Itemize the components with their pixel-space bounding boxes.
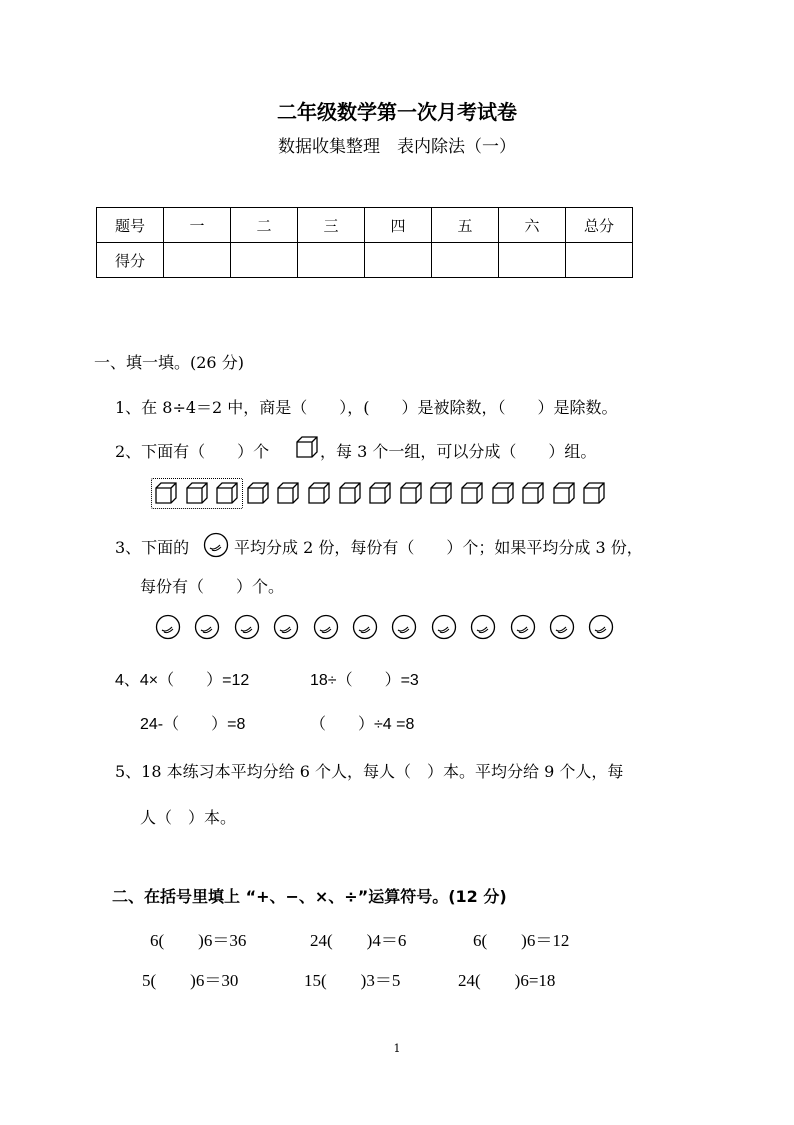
cube-icon <box>522 482 544 504</box>
cube-icon <box>296 436 318 458</box>
question-2-part-a: 2、下面有（ ）个 <box>115 442 270 461</box>
cube-icon <box>339 482 361 504</box>
operator-item: 24( )6=18 <box>458 971 556 990</box>
score-cell[interactable] <box>231 243 298 278</box>
page-title: 二年级数学第一次月考试卷 <box>277 100 517 124</box>
question-3-part-a: 3、下面的 <box>115 538 190 557</box>
score-cell[interactable] <box>298 243 365 278</box>
ball-icon <box>510 614 536 640</box>
question-3-part-b: 平均分成 2 份，每份有（ ）个；如果平均分成 3 份， <box>234 538 643 557</box>
question-1: 1、在 8÷4＝2 中，商是（ ），( ）是被除数，（ ）是除数。 <box>115 398 618 417</box>
ball-icon <box>431 614 457 640</box>
question-5-line-1: 5、18 本练习本平均分给 6 个人，每人（ ）本。平均分给 9 个人，每 <box>115 762 624 781</box>
ball-icon <box>352 614 378 640</box>
operator-item: 6( )6＝36 <box>150 931 247 950</box>
cube-icon <box>247 482 269 504</box>
score-header-cell: 三 <box>298 208 365 243</box>
score-header-cell: 一 <box>164 208 231 243</box>
question-4-item-3: 24-（ ）=8 <box>140 716 246 733</box>
operator-item: 24( )4＝6 <box>310 931 407 950</box>
section2-heading: 二、在括号里填上 “+、−、×、÷”运算符号。(12 分) <box>112 887 507 906</box>
score-cell[interactable] <box>432 243 499 278</box>
question-4-item-4: （ ）÷4 =8 <box>310 716 415 733</box>
question-2-part-b: ，每 3 个一组，可以分成（ ）组。 <box>320 442 597 461</box>
score-cell[interactable] <box>499 243 566 278</box>
score-row-label: 得分 <box>97 243 164 278</box>
cube-icon <box>369 482 391 504</box>
cube-icon <box>430 482 452 504</box>
ball-icon <box>470 614 496 640</box>
score-header-label: 题号 <box>97 208 164 243</box>
score-table-header-row <box>97 208 633 243</box>
operator-item: 5( )6＝30 <box>142 971 239 990</box>
ball-icon <box>234 614 260 640</box>
ball-icon <box>549 614 575 640</box>
score-cell[interactable] <box>164 243 231 278</box>
score-header-cell: 五 <box>432 208 499 243</box>
cube-icon <box>583 482 605 504</box>
score-header-cell: 二 <box>231 208 298 243</box>
ball-icon <box>391 614 417 640</box>
score-header-cell: 四 <box>365 208 432 243</box>
score-cell[interactable] <box>566 243 633 278</box>
cube-group-box <box>151 478 243 509</box>
question-5-line-2: 人（ ）本。 <box>140 808 237 827</box>
score-table-score-row <box>97 243 633 278</box>
ball-icon <box>313 614 339 640</box>
question-3-line-2: 每份有（ ）个。 <box>140 577 285 596</box>
score-header-cell: 总分 <box>566 208 633 243</box>
cube-icon <box>492 482 514 504</box>
ball-icon <box>203 532 229 558</box>
question-4-item-1: 4、4×（ ）=12 <box>115 672 250 689</box>
operator-item: 15( )3＝5 <box>304 971 401 990</box>
score-table <box>96 207 633 278</box>
operator-item: 6( )6＝12 <box>473 931 570 950</box>
score-header-cell: 六 <box>499 208 566 243</box>
ball-icon <box>273 614 299 640</box>
cube-icon <box>461 482 483 504</box>
cube-icon <box>553 482 575 504</box>
cube-icon <box>400 482 422 504</box>
ball-icon <box>155 614 181 640</box>
question-4-item-2: 18÷（ ）=3 <box>310 672 419 689</box>
page-number: 1 <box>393 1042 401 1055</box>
cube-icon <box>277 482 299 504</box>
score-cell[interactable] <box>365 243 432 278</box>
ball-icon <box>194 614 220 640</box>
section1-heading: 一、填一填。(26 分) <box>94 353 244 372</box>
page-subtitle: 数据收集整理 表内除法（一） <box>278 137 516 157</box>
ball-icon <box>588 614 614 640</box>
cube-icon <box>308 482 330 504</box>
